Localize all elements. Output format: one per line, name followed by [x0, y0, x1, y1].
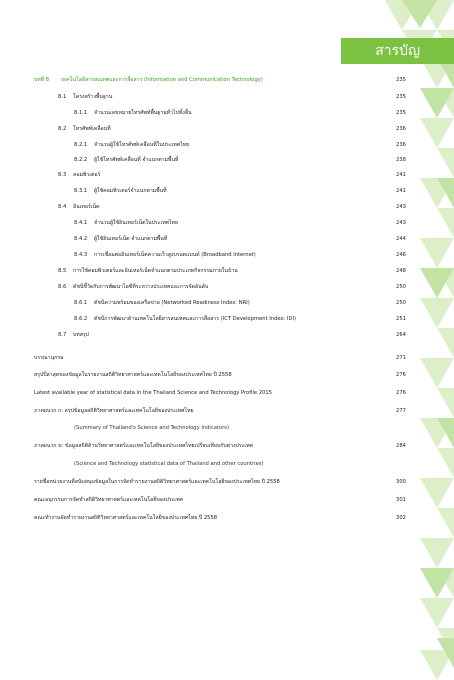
toc-page: 243	[396, 204, 406, 210]
toc-text: ผู้ใช้โทรศัพท์เคลื่อนที่ จำแนกตามพื้นที่	[94, 157, 179, 163]
toc-text: ภาคผนวก ข: ข้อมูลสถิติด้านวิทยาศาสตร์และเทคโนโลยีของประเทศไทยเปรียบเทียบกับต่างประเทศ	[34, 443, 253, 449]
toc-page: 243	[396, 220, 406, 226]
toc-text: โครงสร้างพื้นฐาน	[73, 94, 113, 100]
toc-text: การใช้คอมพิวเตอร์และอินเทอร์เน็ตจำแนกตามประเภทกิจกรรมภายในบ้าน	[73, 268, 238, 274]
toc-page: 276	[396, 390, 406, 396]
toc-text: สรุปปีล่าสุดของข้อมูลในรายงานสถิติวิทยาศาสตร์และเทคโนโลยีของประเทศไทย ปี 2558	[34, 372, 232, 378]
toc-number: 8.1.1	[74, 110, 88, 116]
toc-text: ดัชนีชี้วัดกับการพัฒนาไอซีทีระหว่างประเทศและการจัดอันดับ	[73, 284, 209, 290]
toc-number: 8.3	[58, 172, 67, 178]
toc-text: บรรณานุกรม	[34, 355, 64, 361]
toc-number: 8.4	[58, 204, 67, 210]
toc-text: ภาคผนวก ก: สรุปข้อมูลสถิติวิทยาศาสตร์และเทคโนโลยีของประเทศไทย	[34, 408, 194, 414]
toc-page: 251	[396, 316, 406, 322]
toc-text: บทสรุป	[73, 332, 89, 338]
toc-number: 8.2	[58, 126, 67, 132]
toc-number: 8.4.2	[74, 236, 88, 242]
page-title: สารบัญ	[341, 38, 454, 64]
toc-text: จำนวนผู้ใช้อินเทอร์เน็ตในประเทศไทย	[94, 220, 178, 226]
toc-page: 277	[396, 408, 406, 414]
toc-page: 236	[396, 126, 406, 132]
toc-page: 248	[396, 268, 406, 274]
toc-text: (Science and Technology statistical data of Thailand and other countries)	[74, 461, 264, 467]
toc-text: โทรศัพท์เคลื่อนที่	[73, 126, 111, 132]
toc-page: 284	[396, 443, 406, 449]
toc-page: 250	[396, 300, 406, 306]
toc-text: ผู้ใช้อินเทอร์เน็ต จำแนกตามพื้นที่	[94, 236, 168, 242]
toc-page: 236	[396, 142, 406, 148]
toc-page: 246	[396, 252, 406, 258]
toc-page: 271	[396, 355, 406, 361]
toc-page: 235	[396, 94, 406, 100]
toc-number: 8.7	[58, 332, 67, 338]
toc-text: คอมพิวเตอร์	[73, 172, 101, 178]
toc-number: 8.2.2	[74, 157, 88, 163]
toc-page: 300	[396, 479, 406, 485]
toc-page: 241	[396, 188, 406, 194]
toc-text: ผู้ใช้คอมพิวเตอร์จำแนกตามพื้นที่	[94, 188, 167, 194]
toc-number: 8.2.1	[74, 142, 88, 148]
toc-text: ดัชนีการพัฒนาด้านเทคโนโลยีสารสนเทศและการสื่อสาร (ICT Development Index: IDI)	[94, 316, 296, 322]
toc-number: 8.6.2	[74, 316, 88, 322]
toc-text: คณะทำงานจัดทำรายงานสถิติวิทยาศาสตร์และเทคโนโลยีของประเทศไทย ปี 2558	[34, 515, 218, 521]
toc-text: Latest available year of statistical data in the Thailand Science and Technology Profile 2015	[34, 390, 272, 396]
toc-text: (Summary of Thailand's Science and Technology Indicators)	[74, 425, 229, 431]
toc-text: อินเทอร์เน็ต	[73, 204, 100, 210]
toc-number: 8.3.1	[74, 188, 88, 194]
toc-number: 8.6	[58, 284, 67, 290]
toc-text: เทคโนโลยีสารสนเทศและการสื่อสาร (Information and Communication Technology)	[61, 77, 263, 83]
toc-text: จำนวนเลขหมายโทรศัพท์พื้นฐานทั่วไปทั้งสิ้น	[94, 110, 192, 116]
toc-text: รายชื่อหน่วยงานที่สนับสนุนข้อมูลในการจัดทำรายงานสถิติวิทยาศาสตร์และเทคโนโลยีของประเทศไทย ปี 2558	[34, 479, 280, 485]
toc-number: 8.4.1	[74, 220, 88, 226]
toc-page: 264	[396, 332, 406, 338]
toc-page: 241	[396, 172, 406, 178]
toc-number: บทที่ 8	[34, 77, 50, 83]
toc-text: จำนวนผู้ใช้โทรศัพท์เคลื่อนที่ในประเทศไทย	[94, 142, 190, 148]
toc-number: 8.1	[58, 94, 67, 100]
toc-page: 301	[396, 497, 406, 503]
toc-page: 276	[396, 372, 406, 378]
toc-page: 235	[396, 77, 406, 83]
toc-number: 8.4.3	[74, 252, 88, 258]
toc-page: 235	[396, 110, 406, 116]
toc-text: ดัชนีความพร้อมของเครือข่าย (Networked Readiness Index: NRI)	[94, 300, 250, 306]
toc-page: 238	[396, 157, 406, 163]
toc-text: การเชื่อมต่ออินเทอร์เน็ตความเร็วสูงบรอดแบนด์ (Broadband Internet)	[94, 252, 256, 258]
toc-page: 302	[396, 515, 406, 521]
toc-number: 8.6.1	[74, 300, 88, 306]
toc-page: 244	[396, 236, 406, 242]
toc-text: คณะอนุกรรมการจัดทำสถิติวิทยาศาสตร์และเทคโนโลยีของประเทศ	[34, 497, 183, 503]
toc-number: 8.5	[58, 268, 67, 274]
toc-page: 250	[396, 284, 406, 290]
